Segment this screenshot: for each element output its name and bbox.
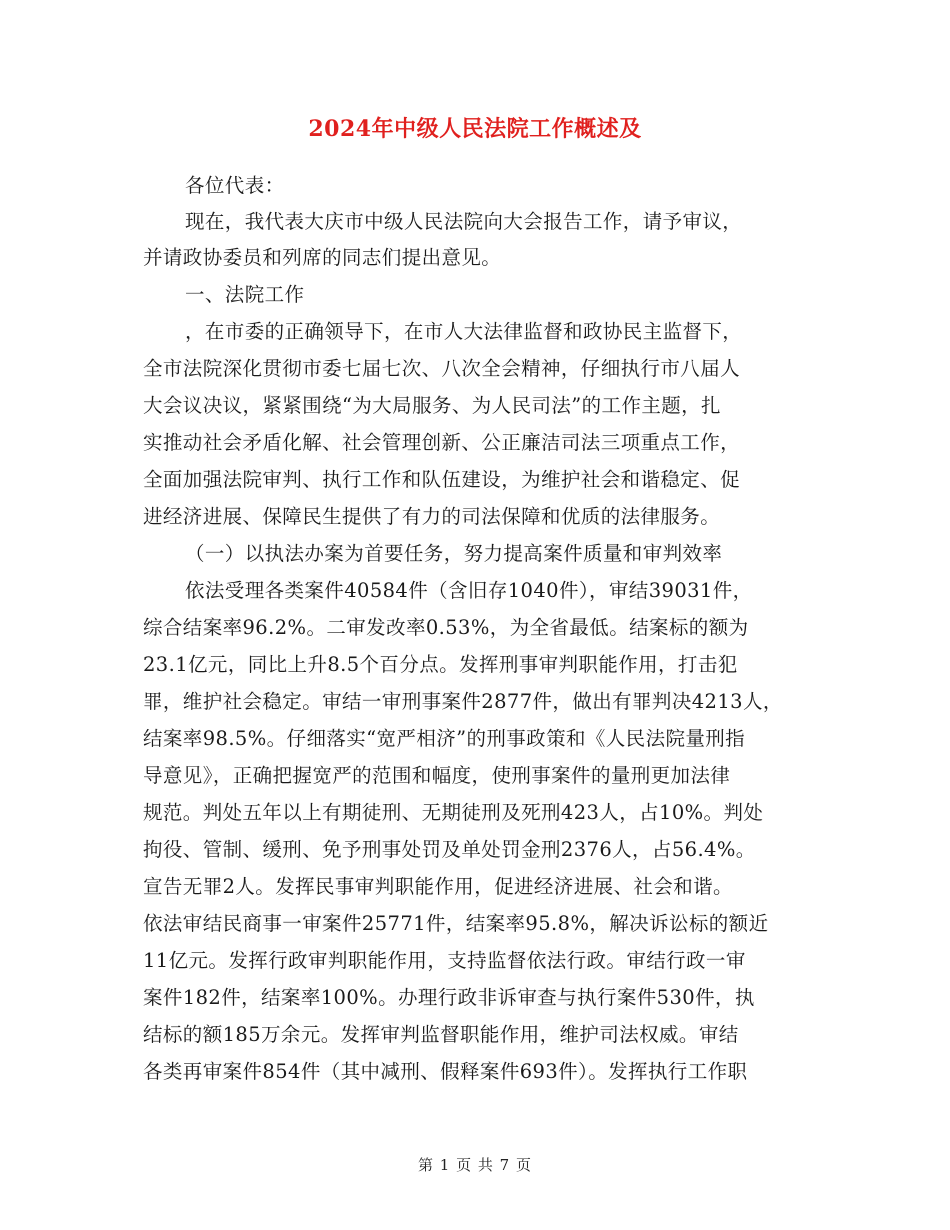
document-title: 2024年中级人民法院工作概述及 bbox=[308, 116, 642, 142]
paragraph-line: 宣告无罪2人。发挥民事审判职能作用，促进经济进展、社会和谐。 bbox=[143, 875, 733, 898]
page-footer: 第 1 页 共 7 页 bbox=[418, 1156, 532, 1174]
paragraph-line: 全市法院深化贯彻市委七届七次、八次全会精神，仔细执行市八届人 bbox=[143, 357, 741, 380]
paragraph-line: 罪，维护社会稳定。审结一审刑事案件2877件，做出有罪判决4213人， bbox=[143, 690, 783, 713]
paragraph-line: 结案率98.5%。仔细落实“宽严相济”的刑事政策和《人民法院量刑指 bbox=[143, 727, 746, 750]
paragraph-line: 综合结案率96.2%。二审发改率0.53%，为全省最低。结案标的额为 bbox=[143, 616, 749, 639]
paragraph-line: 实推动社会矛盾化解、社会管理创新、公正廉洁司法三项重点工作， bbox=[143, 431, 741, 454]
paragraph-line: 案件182件，结案率100%。办理行政非诉审查与执行案件530件，执 bbox=[143, 986, 755, 1009]
paragraph-line: 依法审结民商事一审案件25771件，结案率95.8%，解决诉讼标的额近 bbox=[143, 912, 769, 935]
paragraph-line: 导意见》，正确把握宽严的范围和幅度，使刑事案件的量刑更加法律 bbox=[143, 764, 731, 787]
paragraph-line: 大会议决议，紧紧围绕“为大局服务、为人民司法”的工作主题，扎 bbox=[143, 394, 721, 417]
paragraph-line: 进经济进展、保障民生提供了有力的司法保障和优质的法律服务。 bbox=[143, 505, 721, 528]
paragraph-line: 并请政协委员和列席的同志们提出意见。 bbox=[143, 246, 502, 269]
paragraph-line: 现在，我代表大庆市中级人民法院向大会报告工作，请予审议， bbox=[185, 210, 743, 233]
paragraph-line: 拘役、管制、缓刑、免予刑事处罚及单处罚金刑2376人，占56.4%。 bbox=[143, 838, 756, 861]
paragraph-line: 全面加强法院审判、执行工作和队伍建设，为维护社会和谐稳定、促 bbox=[143, 468, 741, 491]
subsection-heading: （一）以执法办案为首要任务，努力提高案件质量和审判效率 bbox=[185, 542, 723, 565]
paragraph-line: ，在市委的正确领导下，在市人大法律监督和政协民主监督下， bbox=[185, 320, 743, 343]
paragraph-line: 11亿元。发挥行政审判职能作用，支持监督依法行政。审结行政一审 bbox=[143, 949, 746, 972]
paragraph-line: 各类再审案件854件（其中减刑、假释案件693件）。发挥执行工作职 bbox=[143, 1060, 748, 1083]
paragraph-line: 23.1亿元，同比上升8.5个百分点。发挥刑事审判职能作用，打击犯 bbox=[143, 653, 738, 676]
section-heading: 一、法院工作 bbox=[185, 283, 305, 306]
paragraph-line: 结标的额185万余元。发挥审判监督职能作用，维护司法权威。审结 bbox=[143, 1023, 739, 1046]
paragraph-line: 规范。判处五年以上有期徒刑、无期徒刑及死刑423人，占10%。判处 bbox=[143, 801, 764, 824]
paragraph-line: 依法受理各类案件40584件（含旧存1040件），审结39031件， bbox=[185, 579, 753, 602]
salutation: 各位代表： bbox=[185, 174, 285, 197]
